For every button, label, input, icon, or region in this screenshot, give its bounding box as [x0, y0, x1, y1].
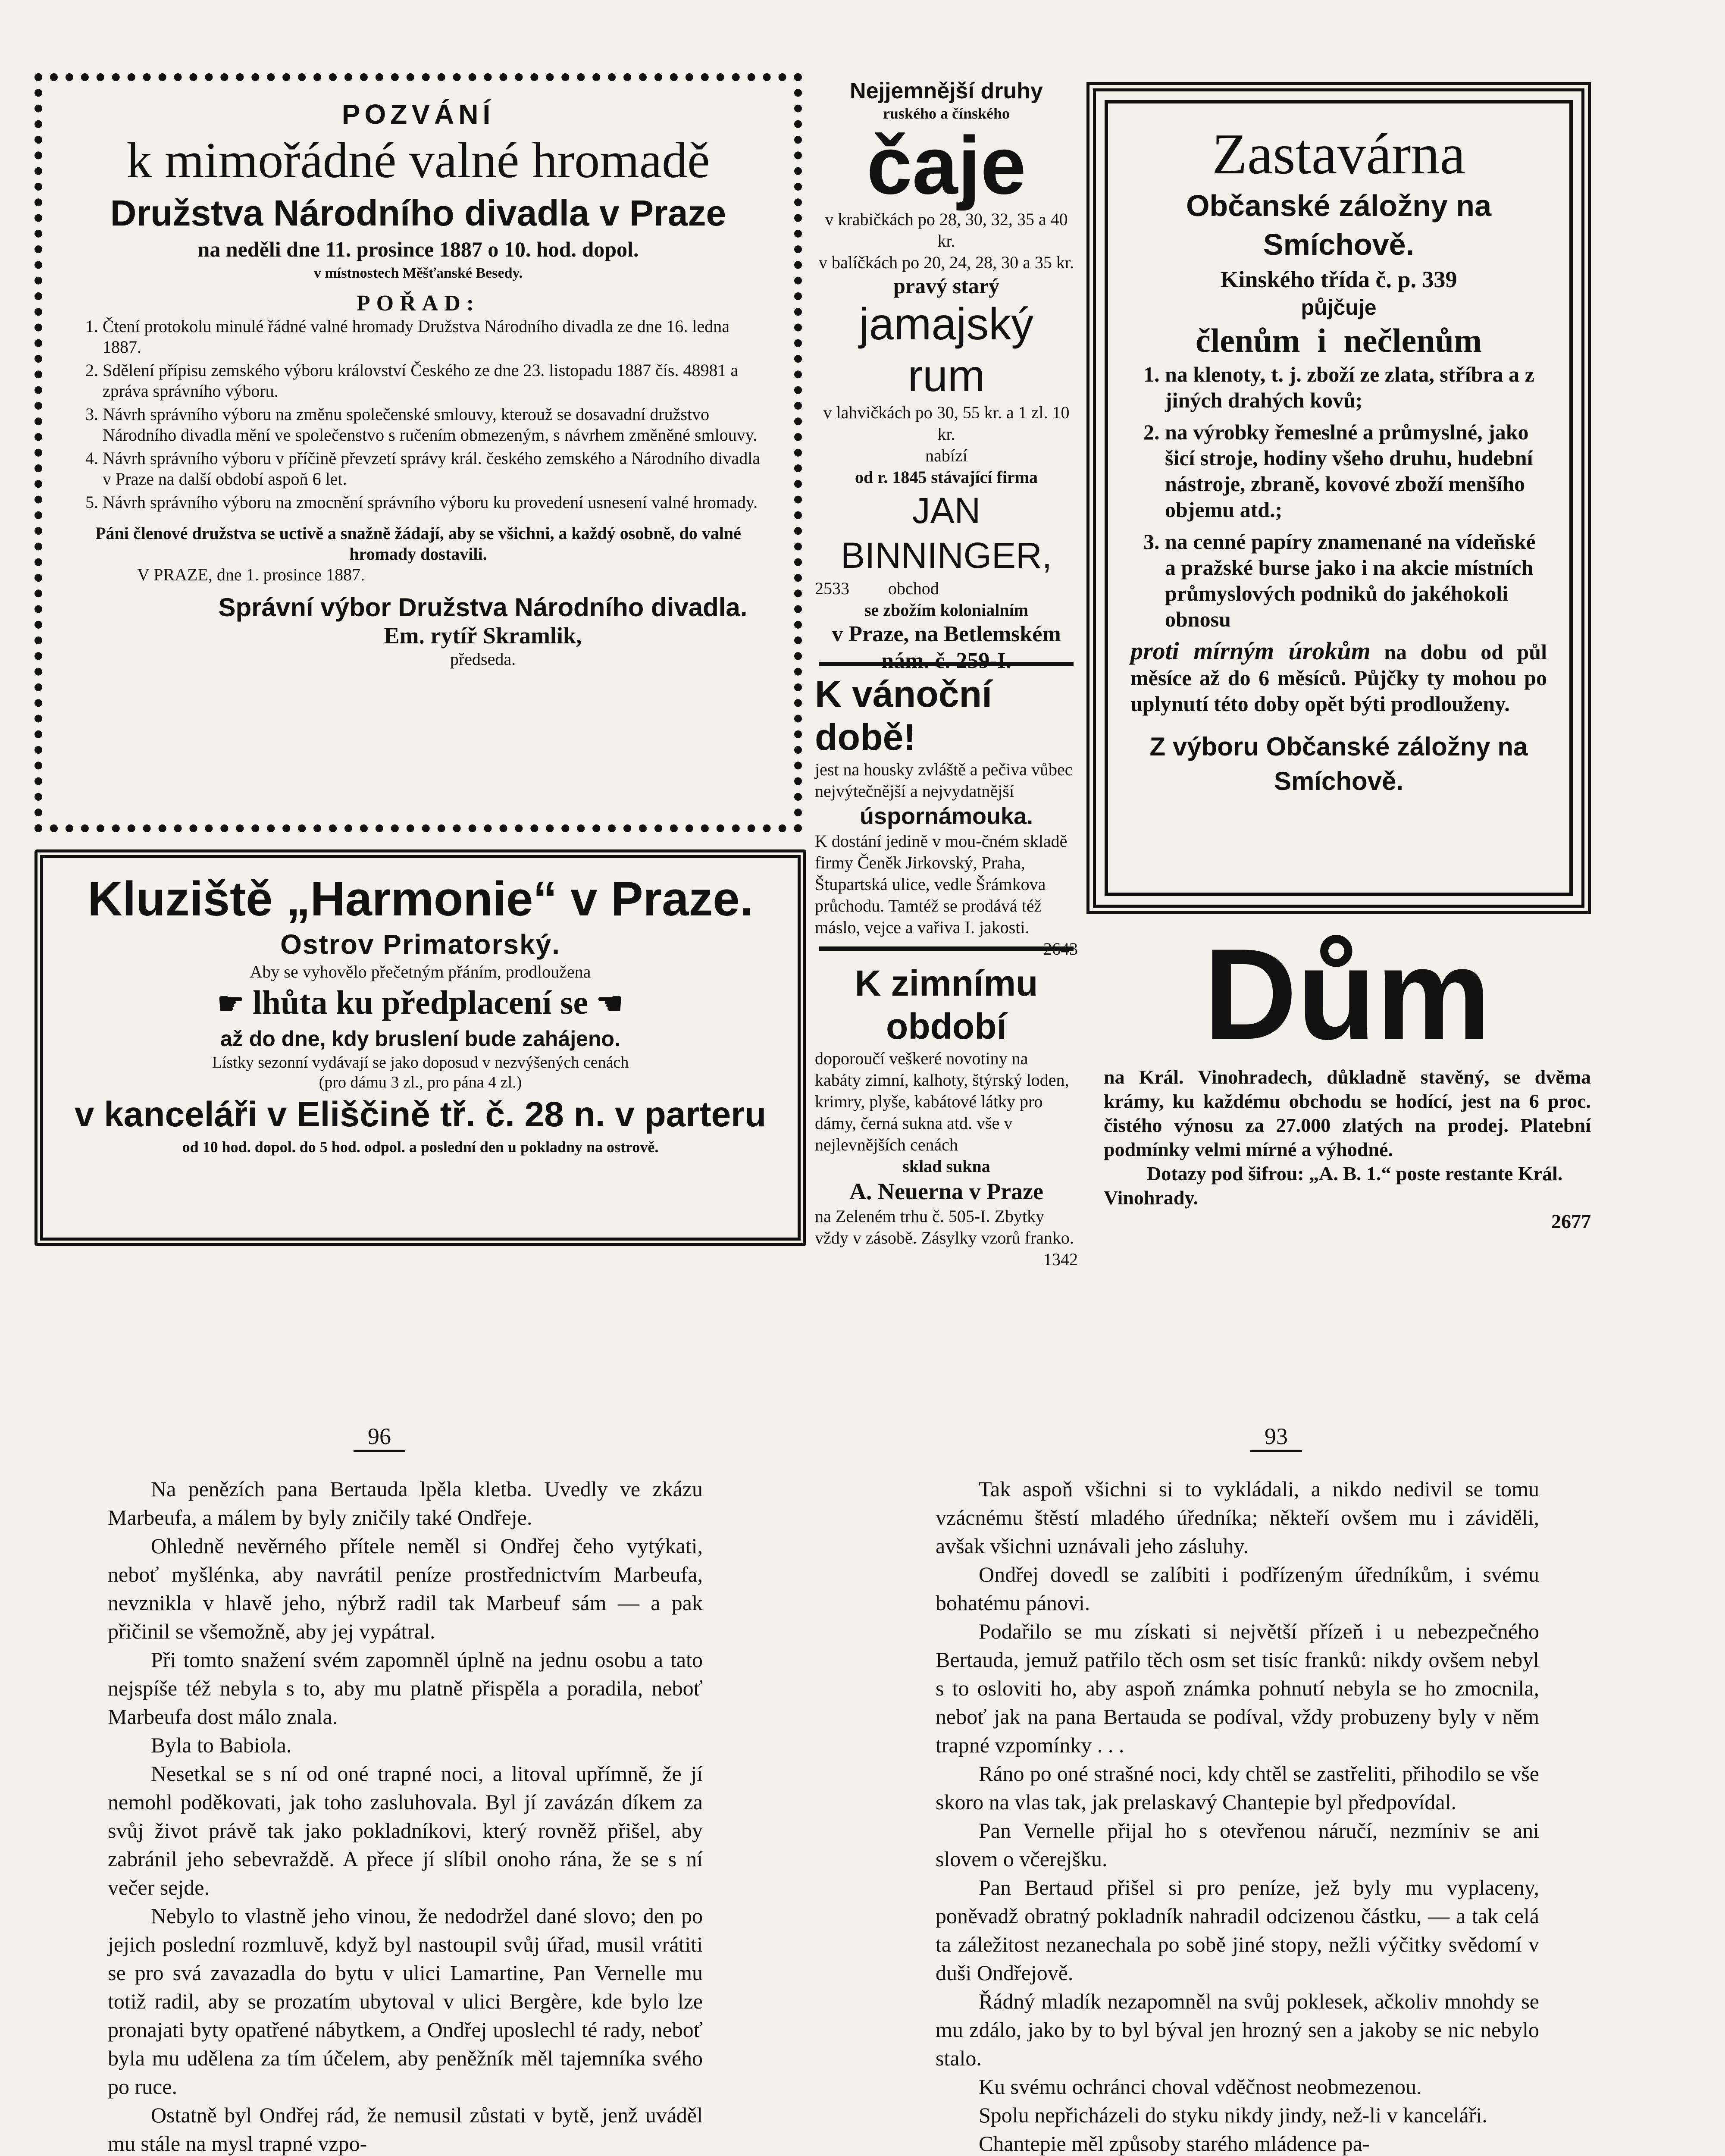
vanoce-t1: jest na housky zvláště a pečiva vůbec nejvýtečnější a nejvydatnější	[815, 760, 1073, 801]
zastavarna-addr: Kinského třída č. p. 339	[1220, 266, 1457, 292]
zastavarna-tail: na dobu od půl měsíce až do 6 měsíců. Půjčky ty mohou po uplynutí této doby opět býti prodlouženy.	[1130, 640, 1547, 716]
caje-t2: v balíčkách po 20, 24, 28, 30 a 35 kr.	[818, 253, 1074, 272]
caje-num: 2533	[815, 579, 849, 598]
caje-t9: v Praze, na Betlemském nám. č. 259-I.	[832, 622, 1061, 673]
zimni-num: 1342	[1043, 1250, 1078, 1269]
caje-t8: se zbožím kolonialním	[864, 600, 1029, 620]
paragraph: Ku svému ochránci choval vděčnost neobmezenou.	[979, 2075, 1422, 2099]
paragraph: Na penězích pana Bertauda lpěla kletba. Uvedly ve zkázu Marbeufa, a málem by byly zničily také Ondřeje.	[108, 1477, 703, 1529]
column-divider	[819, 662, 1074, 666]
kluziste-l5: (pro dámu 3 zl., pro pána 4 zl.)	[319, 1073, 522, 1091]
caje-num-row	[815, 578, 1078, 599]
right-page-text	[936, 1475, 1539, 2156]
pozvani-org: Družstva Národního divadla v Praze	[110, 193, 726, 233]
paragraph: Nesetkal se s ní od oné trapné noci, a litoval upřímně, že jí nemohl poděkovati, jak toho zasluhovala. Byl jí zavázán díkem za svůj život právě tak jako pokladníkovi, který rovněž přišel, aby zabránil jeho sebevraždě. A přece jí slíbil onoho rána, že se s ní večer sejde.	[108, 1761, 703, 1899]
caje-rum: jamajský rum	[859, 299, 1034, 401]
zastavarna-item: 2. na výrobky řemeslné a průmyslné, jako šicí stroje, hodiny všeho druhu, hudební nástroje, zbraně, kovové zboží menšího objemu atd.;	[1165, 419, 1547, 523]
paragraph: Spolu nepřicházeli do styku nikdy jindy, než-li v kanceláři.	[979, 2103, 1487, 2127]
dum-num: 2677	[1551, 1210, 1591, 1232]
pozvani-item: 4. Návrh správního výboru v příčině převzetí správy král. českého zemského a Národního divadla v Praze na další období aspoň 6 let.	[103, 448, 764, 489]
zimni-text: doporoučí veškeré novotiny na kabáty zimní, kalhoty, štýrský loden, krimry, plyše, kabátové látky pro dámy, černá sukna atd. vše v nejlevnějších cenách	[815, 1049, 1069, 1154]
dum-dotazy: Dotazy pod šifrou: „A. B. 1.“ poste restante Král. Vinohrady.	[1104, 1163, 1563, 1209]
paragraph: Ráno po oné strašné noci, kdy chtěl se zastřeliti, přihodilo se vše skoro na vlas tak, jak prelaskavý Chantepie byl předpovídal.	[936, 1761, 1539, 1814]
pozvani-items	[72, 316, 764, 513]
kluziste-l3: až do dne, kdy bruslení bude zahájeno.	[220, 1027, 620, 1051]
zimni-title: K zimnímu období	[855, 963, 1038, 1047]
caje-t3: pravý starý	[893, 274, 999, 298]
paragraph: Chantepie měl způsoby starého mládence pa-	[979, 2131, 1370, 2156]
page-number-right: 93	[1250, 1423, 1302, 1452]
paragraph: Byla to Babiola.	[151, 1733, 292, 1757]
zastavarna-title: Zastavárna	[1212, 122, 1465, 186]
caje-head: Nejjemnější druhy	[850, 78, 1043, 103]
column-divider	[819, 946, 1074, 951]
kluziste-sub: Ostrov Primatorský.	[280, 929, 560, 960]
zastavarna-pujcuje: půjčuje	[1301, 295, 1377, 320]
vanoce-num: 2643	[1043, 939, 1078, 959]
pozvani-porad: POŘAD:	[356, 291, 480, 316]
caje-ad	[815, 78, 1078, 673]
caje-sub: ruského a čínského	[883, 105, 1010, 122]
zastavarna-sub: Občanské záložny na Smíchově.	[1186, 189, 1492, 261]
caje-t4: v lahvičkách po 30, 55 kr. a 1 zl. 10 kr.	[823, 403, 1070, 444]
dum-text: na Král. Vinohradech, důkladně stavěný, se dvěma krámy, ku každému obchodu se hodící, jest na 6 proc. čistého výnosu za 27.000 zlatých na prodej. Platební podmínky velmi mírné a výhodné.	[1104, 1066, 1591, 1160]
kluziste-l4: Lístky sezonní vydávají se jako doposud v nezvýšených cenách	[212, 1053, 629, 1072]
zimni-ad	[815, 962, 1078, 1269]
kluziste-l7: od 10 hod. dopol. do 5 hod. odpol. a poslední den u pokladny na ostrově.	[182, 1138, 659, 1156]
pozvani-item: 1. Čtení protokolu minulé řádné valné hromady Družstva Národního divadla ze dne 16. ledna 1887.	[103, 316, 764, 357]
paragraph: Tak aspoň všichni si to vykládali, a nikdo nedivil se tomu vzácnému štěstí mladého úředníka; někteří ovšem mu i záviděli, avšak všichni uznávali jeho zásluhy.	[936, 1477, 1539, 1558]
pozvani-head: POZVÁNÍ	[341, 99, 495, 130]
paragraph: Ondřej dovedl se zalíbiti i podřízeným úředníkům, i svému bohatému pánovi.	[936, 1562, 1539, 1615]
kluziste-l6: v kanceláři v Eliščině tř. č. 28 n. v parteru	[74, 1095, 767, 1134]
pozvani-sign3: předseda.	[450, 649, 516, 669]
vanoce-t3: K dostání jedině v mou-čném skladě firmy Čeněk Jirkovský, Praha, Štupartská ulice, vedle Šrámkova průchodu. Tamtéž se prodává též máslo, vejce a vařiva I. jakosti.	[815, 831, 1068, 937]
pozvani-appeal: Páni členové družstva se uctivě a snažně žádají, aby se všichni, a každý osobně, do valné hromady dostavili.	[95, 523, 741, 564]
paragraph: Ohledně nevěrného přítele neměl si Ondřej čeho vytýkati, neboť myšlénka, aby navrátil peníze prostřednictvím Marbeufa, nevznikla v hlavě jeho, nýbrž radil tak Marbeuf sám — a pak přičinil se všemožně, aby jej vypátral.	[108, 1534, 703, 1643]
zimni-sklad: sklad sukna	[902, 1156, 990, 1176]
dum-ad	[1104, 923, 1591, 1268]
pozvani-sign1: Správní výbor Družstva Národního divadla.	[218, 593, 748, 622]
zimni-addr: na Zeleném trhu č. 505-I. Zbytky vždy v zásobě. Zásylky vzorů franko.	[815, 1206, 1074, 1247]
zastavarna-clenum: členům i nečlenům	[1196, 322, 1482, 359]
page-number-left: 96	[354, 1423, 405, 1452]
kluziste-l2-row	[69, 982, 772, 1025]
zastavarna-item: 1. na klenoty, t. j. zboží ze zlata, stříbra a z jiných drahých kovů;	[1165, 361, 1547, 413]
kluziste-ad	[34, 849, 806, 1246]
pozvani-item: 2. Sdělení přípisu zemského výboru království Českého ze dne 23. listopadu 1887 čís. 48981 a zpráva správního výboru.	[103, 360, 764, 401]
left-page-text	[108, 1475, 703, 2156]
paragraph: Ostatně byl Ondřej rád, že nemusil zůstati v bytě, jenž uváděl mu stále na mysl trapné vzpo-	[108, 2103, 703, 2156]
zastavarna-footer: Z výboru Občanské záložny na Smíchově.	[1149, 732, 1528, 796]
pozvani-item: 3. Návrh správního výboru na změnu společenské smlouvy, kterouž se dosavadní družstvo Národního divadla mění ve společenstvo s ručením obmezeným, s návrhem změněné smlouvy.	[103, 404, 764, 445]
kluziste-title: Kluziště „Harmonie“ v Praze.	[88, 872, 753, 926]
paragraph: Pan Vernelle přijal ho s otevřenou náručí, nezmíniv se ani slovem o včerejšku.	[936, 1818, 1539, 1871]
vanoce-ad	[815, 673, 1078, 959]
dum-title: Dům	[1203, 921, 1491, 1066]
zastavarna-tail-row	[1130, 638, 1547, 717]
pozvani-title: k mimořádné valné hromadě	[126, 132, 710, 188]
pozvani-date: na neděli dne 11. prosince 1887 o 10. hod. dopol.	[197, 237, 639, 261]
paragraph: Nebylo to vlastně jeho vinou, že nedodržel dané slovo; den po jejich poslední rozmluvě, když byl nastoupil svůj úřad, musil vrátiti se pro svá zavazadla do bytu v ulici Lamartine, Pan Vernelle mu totiž radil, aby se prozatím ubytoval v ulici Bergère, kde bylo lze pronajati byty opatřené nábytkem, a Ondřej uposlechl té rady, neboť byla mu udělena za tím účelem, aby peněžník měl tajemníka svého po ruce.	[108, 1904, 703, 2099]
caje-t1: v krabičkách po 28, 30, 32, 35 a 40 kr.	[825, 210, 1068, 251]
kluziste-l1: Aby se vyhovělo přečetným přáním, prodloužena	[250, 962, 591, 981]
pozvani-ad	[34, 73, 802, 832]
caje-title: čaje	[867, 120, 1026, 211]
paragraph: Podařilo se mu získati si největší přízeň i u nebezpečného Bertauda, jemuž patřilo těch osm set tisíc franků: nikdy ovšem nebyl s to osloviti ho, aby aspoň známka pohnutí nebyla se ho zmocnila, neboť jak na pana Bertauda se podíval, vždy probuzeny byly v něm trapné vzpomínky . . .	[936, 1619, 1539, 1757]
zastavarna-proti: proti mírným úrokům	[1130, 637, 1371, 665]
pointing-hand-icon: ☛	[596, 987, 624, 1021]
paragraph: Při tomto snažení svém zapomněl úplně na jednu osobu a tato nejspíše též nebyla s to, aby mu platně přispěla a poradila, neboť Marbeufa dost málo znala.	[108, 1648, 703, 1729]
paragraph: Pan Bertaud přišel si pro peníze, jež byly mu vyplaceny, poněvadž obratný pokladník nahradil odcizenou částku, — a tak celá ta záležitost nezanechala po sobě jiné stopy, nežli výčitky svědomí v duši Ondřejově.	[936, 1875, 1539, 1985]
zimni-firm: A. Neuerna v Praze	[849, 1178, 1043, 1204]
vanoce-title: K vánoční době!	[815, 674, 992, 758]
paragraph: Řádný mladík nezapomněl na svůj poklesek, ačkoliv mnohdy se mu zdálo, jako by to byl býval jen hrozný sen a jakoby se nic nebylo stalo.	[936, 1989, 1539, 2070]
kluziste-l2: lhůta ku předplacení se	[253, 984, 588, 1021]
pozvani-item: 5. Návrh správního výboru na zmocnění správního výboru ku provedení usnesení valné hromady.	[103, 492, 764, 513]
caje-t5: nabízí	[925, 446, 967, 465]
vanoce-t2: úspornámouka.	[859, 803, 1033, 829]
pointing-hand-icon: ☛	[217, 987, 244, 1021]
zastavarna-items	[1130, 361, 1547, 632]
zastavarna-ad	[1086, 82, 1591, 914]
pozvani-dateline: V PRAZE, dne 1. prosince 1887.	[137, 565, 365, 584]
caje-firm: JAN BINNINGER,	[840, 490, 1052, 576]
caje-t6: od r. 1845 stávající firma	[855, 467, 1038, 487]
caje-t7: obchod	[888, 579, 939, 598]
pozvani-place: v místnostech Měšťanské Besedy.	[313, 265, 523, 281]
pozvani-sign2: Em. rytíř Skramlik,	[384, 623, 582, 649]
zastavarna-item: 3. na cenné papíry znamenané na vídeňské a pražské burse jako i na akcie místních průmyslových podniků do jakéhokoli obnosu	[1165, 529, 1547, 632]
